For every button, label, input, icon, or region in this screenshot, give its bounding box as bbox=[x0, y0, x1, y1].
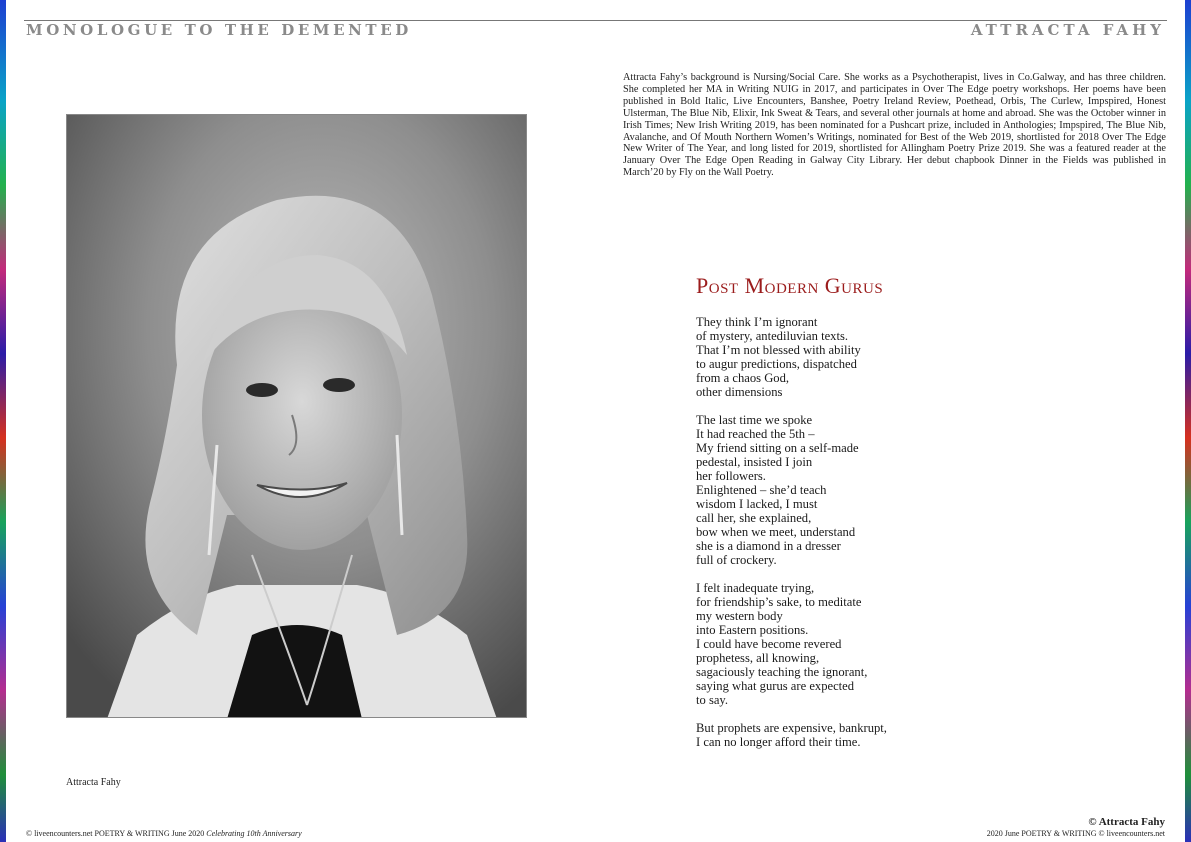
author-photo bbox=[66, 114, 527, 718]
poem-line: call her, she explained, bbox=[696, 511, 812, 525]
poem-line: of mystery, antediluvian texts. bbox=[696, 329, 849, 343]
poem-line: wisdom I lacked, I must bbox=[696, 497, 818, 511]
poem-line: bow when we meet, understand bbox=[696, 525, 856, 539]
poem-stanza-3 bbox=[696, 581, 1026, 707]
author-signature: © Attracta Fahy bbox=[1088, 816, 1165, 828]
author-bio: Attracta Fahy’s background is Nursing/Social Care. She works as a Psychotherapist, lives in Co.Galway, and has three children. She completed her MA in Writing NUIG in 2017, and participates in Over The Edge poetry workshops. Her poems have been published in Bold Italic, Live Encounters, Banshee, Poetry Ireland Review, Poethead, Orbis, The Curlew, Impspired, Honest Ulsterman, The Blue Nib, Elixir, Ink Sweat & Tears, and several other journals at home and abroad. She was the October winner in Irish Times; New Irish Writing 2019, has been nominated for a Pushcart prize, included in Anthologies; Impspired, The Blue Nib, Avalanche, and Of Mouth Northern Women’s Writings, nominated for Best of the Web 2019, shortlisted for 2018 Over The Edge New Writer of The Year, and long listed for 2019, shortlisted for Allingham Poetry Prize 2019. She was a featured reader at the January Over The Edge Open Reading in Galway City Library. Her debut chapbook Dinner in the Fields was published in March’20 by Fly on the Wall Poetry. bbox=[623, 72, 1166, 179]
photo-caption: Attracta Fahy bbox=[66, 777, 121, 788]
poem-line: other dimensions bbox=[696, 385, 783, 399]
poem-line: They think I’m ignorant bbox=[696, 315, 818, 329]
poem-title: Post Modern Gurus bbox=[696, 273, 884, 298]
poem-line: sagaciously teaching the ignorant, bbox=[696, 665, 868, 679]
poem-stanza-2 bbox=[696, 413, 1026, 567]
portrait-illustration bbox=[67, 115, 527, 718]
poem-line: for friendship’s sake, to meditate bbox=[696, 595, 862, 609]
left-color-edge bbox=[0, 0, 6, 842]
poem-line: full of crockery. bbox=[696, 553, 777, 567]
poem-line: my western body bbox=[696, 609, 783, 623]
header-left-title: MONOLOGUE TO THE DEMENTED bbox=[26, 21, 412, 39]
poem-stanza-1 bbox=[696, 315, 1026, 399]
poem-line: I could have become revered bbox=[696, 637, 842, 651]
poem-line: into Eastern positions. bbox=[696, 623, 809, 637]
poem-line: to say. bbox=[696, 693, 729, 707]
poem-line: It had reached the 5th – bbox=[696, 427, 815, 441]
poem-line: from a chaos God, bbox=[696, 371, 790, 385]
poem-line: she is a diamond in a dresser bbox=[696, 539, 841, 553]
footer-right: 2020 June POETRY & WRITING © liveencounters.net bbox=[986, 829, 1165, 838]
poem-line: My friend sitting on a self-made bbox=[696, 441, 859, 455]
header-right-title: ATTRACTA FAHY bbox=[970, 21, 1165, 39]
poem-line: saying what gurus are expected bbox=[696, 679, 855, 693]
footer-site: © liveencounters.net POETRY & WRITING June 2020 bbox=[26, 829, 207, 838]
poem-line: I can no longer afford their time. bbox=[696, 735, 861, 749]
right-color-edge bbox=[1185, 0, 1191, 842]
poem-line: Enlightened – she’d teach bbox=[696, 483, 827, 497]
poem-line: But prophets are expensive, bankrupt, bbox=[696, 721, 887, 735]
poem-line: The last time we spoke bbox=[696, 413, 813, 427]
poem-body bbox=[696, 315, 1026, 763]
poem-line: I felt inadequate trying, bbox=[696, 581, 815, 595]
poem-line: prophetess, all knowing, bbox=[696, 651, 820, 665]
poem-stanza-4 bbox=[696, 721, 1026, 749]
poem-line: That I’m not blessed with ability bbox=[696, 343, 861, 357]
footer-left bbox=[26, 829, 302, 838]
poem-line: to augur predictions, dispatched bbox=[696, 357, 857, 371]
poem-line: pedestal, insisted I join bbox=[696, 455, 813, 469]
poem-line: her followers. bbox=[696, 469, 766, 483]
footer-anniversary: Celebrating 10th Anniversary bbox=[206, 829, 302, 838]
